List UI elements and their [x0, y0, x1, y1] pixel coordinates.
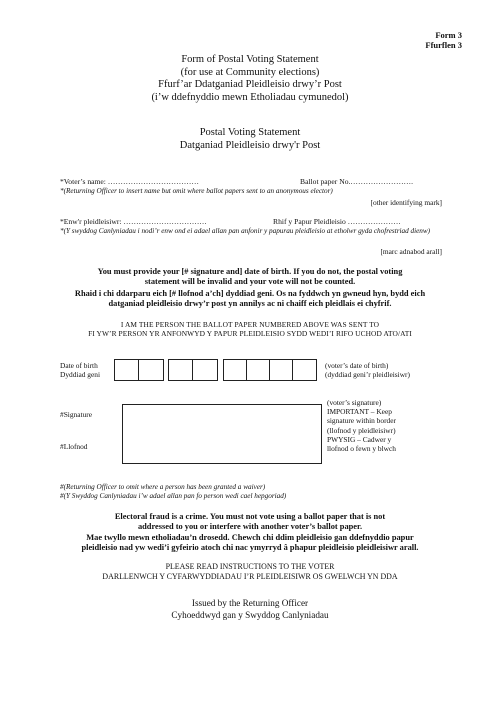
signature-label-en: #Signature: [60, 410, 93, 419]
waiver-cy: #(Y Swyddog Canlyniadau i’w adael allan pan fo person wedi cael hepgoriad): [60, 491, 287, 500]
issued-en: Issued by the Returning Officer: [191, 598, 309, 608]
voter-name-cy: *Enw'r pleidleisiwr: ……………………………: [60, 217, 207, 226]
issued-cy: Cyhoeddwyd gan y Swyddog Canlyniadau: [171, 609, 329, 620]
form-number-en: Form 3: [435, 30, 462, 40]
dob-day-box-1[interactable]: [114, 359, 140, 381]
header-line1: Form of Postal Voting Statement: [181, 54, 319, 65]
signature-hint-1: (voter’s signature): [327, 398, 382, 407]
declaration-cy: FI YW’R PERSON YR ANFONWYD Y PAPUR PLEIDLEISIO SYDD WEDI’I RIFO UCHOD ATO/ATI: [88, 329, 412, 338]
form-number: [425, 30, 462, 50]
other-mark-cy: [marc adnabod arall]: [380, 247, 442, 256]
signature-hint-6: llofnod o fewn y blwch: [327, 444, 396, 454]
signature-box[interactable]: [122, 404, 322, 464]
waiver-note: [60, 483, 286, 501]
fraud-cy-1: Mae twyllo mewn etholiadau’n drosedd. Chewch chi ddim pleidleisio gan ddefnyddio papur: [86, 532, 414, 542]
dob-year-box-1[interactable]: [223, 359, 248, 381]
declaration-en: I AM THE PERSON THE BALLOT PAPER NUMBERED ABOVE WAS SENT TO: [120, 320, 380, 329]
dob-hint: [325, 361, 410, 379]
instructions: [0, 562, 500, 582]
warning-en: You must provide your [# signature and] date of birth. If you do not, the postal voting statement will be invalid and your vote will not be counted.: [97, 267, 403, 287]
dob-label: [60, 361, 100, 379]
fraud-en-2: addressed to you or interfere with another voter’s ballot paper.: [137, 522, 363, 532]
voter-note-en: *(Returning Officer to insert name but omit where ballot papers sent to an anonymous elector): [60, 187, 333, 195]
dob-label-en: Date of birth: [60, 361, 98, 370]
dob-hint-cy: (dyddiad geni’r pleidleisiwr): [325, 370, 410, 380]
fraud-en-1: Electoral fraud is a crime. You must not vote using a ballot paper that is not: [114, 512, 386, 521]
fraud-warning: [0, 512, 500, 553]
issued-by: [0, 598, 500, 621]
form-number-cy: Ffurflen 3: [425, 40, 462, 50]
voter-note-cy: *(Y swyddog Canlyniadau i nodi’r enw ond ei adael allan pan anfonir y papurau pleidleisio at etholwr gyda chofrestriad dienw): [60, 227, 431, 235]
header-line2: (for use at Community elections): [180, 66, 320, 78]
title-en: Postal Voting Statement: [199, 127, 301, 138]
header-line3: Ffurf’ar Ddatganiad Pleidleisio drwy’r Post: [158, 79, 342, 90]
ballot-number-cy: Rhif y Papur Pleidleisio …………………: [273, 217, 401, 226]
voter-name-en: *Voter’s name: ………………………………: [60, 177, 199, 186]
instructions-en: PLEASE READ INSTRUCTIONS TO THE VOTER: [165, 562, 335, 571]
signature-hints: [327, 398, 457, 453]
statement-title: [0, 127, 500, 152]
ballot-number-en: Ballot paper No.…………………….: [300, 177, 414, 186]
signature-hint-4: (llofnod y pleidleisiwr): [327, 425, 396, 435]
dob-year-box-2[interactable]: [246, 359, 271, 381]
other-mark-en: [other identifying mark]: [370, 198, 442, 207]
dob-year-box-4[interactable]: [292, 359, 317, 381]
waiver-en: #(Returning Officer to omit where a person has been granted a waiver): [60, 483, 266, 491]
title-cy: Datganiad Pleidleisio drwy'r Post: [179, 139, 321, 151]
form-header: [0, 54, 500, 104]
dob-month-box-1[interactable]: [168, 359, 194, 381]
fraud-cy-2: pleidleisio nad yw wedi’i gyfeirio atoch chi nac ymyrryd â phapur pleidleisio pleidleisiwr arall.: [81, 542, 419, 552]
instructions-cy: DARLLENWCH Y CYFARWYDDIADAU I’R PLEIDLEISIWR OS GWELWCH YN DDA: [102, 572, 398, 581]
signature-hint-3: signature within border: [327, 416, 396, 426]
header-line4: (i’w ddefnyddio mewn Etholiadau cymunedol): [151, 91, 349, 103]
signature-hint-5: PWYSIG – Cadwer y: [327, 434, 392, 444]
dob-year-box-3[interactable]: [269, 359, 294, 381]
dob-label-cy: Dyddiad geni: [60, 370, 101, 380]
signature-label-cy: #Llofnod: [60, 442, 88, 451]
signature-hint-2: IMPORTANT – Keep: [327, 407, 392, 417]
dob-month-box-2[interactable]: [192, 359, 218, 381]
warning-cy: Rhaid i chi ddarparu eich [# llofnod a’ch] dyddiad geni. Os na fyddwch yn gwneud hyn, bydd eich datganiad pleidleisio drwy’r post yn annilys ac ni chaiff eich pleidlais ei chyfrif.: [74, 289, 426, 309]
dob-hint-en: (voter’s date of birth): [325, 361, 389, 370]
declaration: [0, 320, 500, 338]
dob-day-box-2[interactable]: [138, 359, 164, 381]
